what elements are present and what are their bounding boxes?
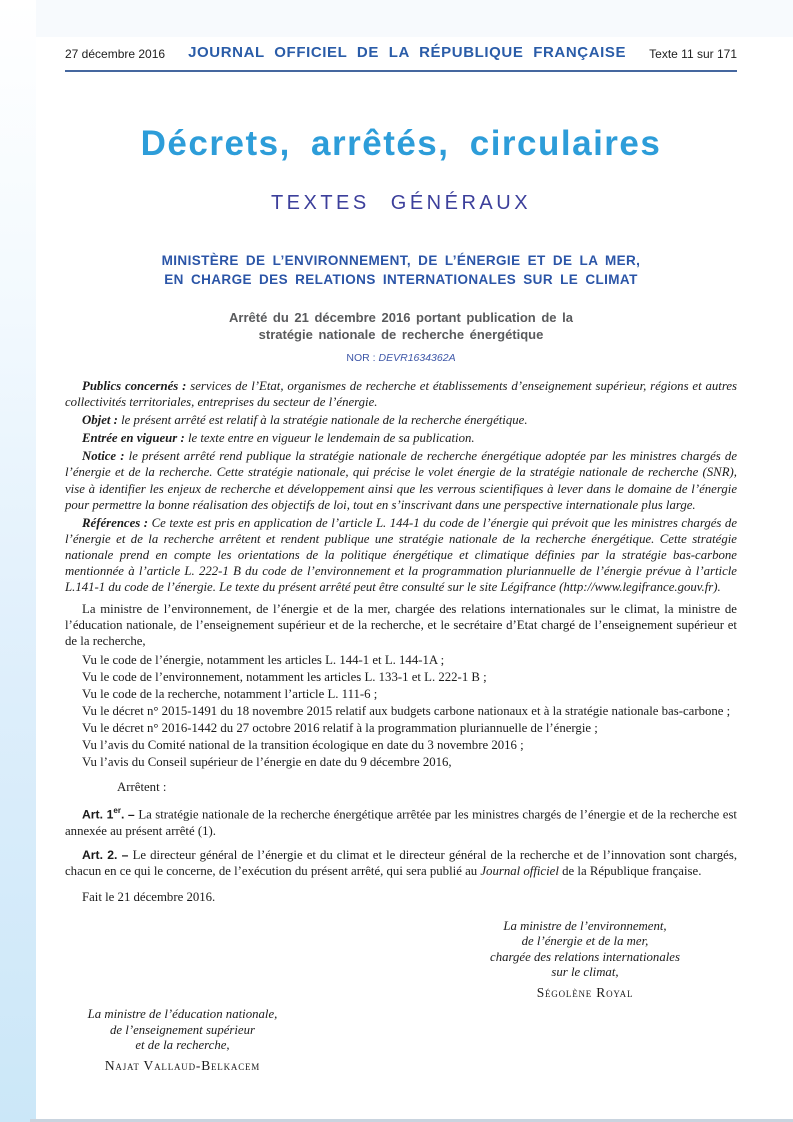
- article-1-separator: . –: [120, 807, 139, 822]
- article-1: [65, 803, 737, 838]
- nor-label: NOR :: [346, 352, 376, 364]
- signature-title-line: de l’énergie et de la mer,: [521, 934, 649, 949]
- signature-title-line: La ministre de l’éducation nationale,: [87, 1007, 278, 1022]
- signature-title-line: de l’enseignement supérieur: [110, 1022, 255, 1037]
- ministry-line-2: EN CHARGE DES RELATIONS INTERNATIONALES SUR LE CLIMAT: [164, 272, 638, 287]
- left-margin-bar: [0, 0, 36, 1122]
- summary-text: le texte entre en vigueur le lendemain de sa publication.: [187, 431, 475, 446]
- summary-label: Notice :: [82, 449, 125, 464]
- visa-item: Vu le code de l’environnement, notamment les articles L. 133-1 et L. 222-1 B ;: [82, 669, 487, 684]
- summary-text: Ce texte est pris en application de l’article L. 144-1 du code de l’énergie qui prévoit que les ministres chargés de l’énergie et de la recherche arrêtent et rendent publique une stratégie nationale de la recherche énergétique. Cette stratégie nationale prend en compte les orientations de la politique énergétique et climatique définies par la stratégie bas-carbone mentionnée à l’article L. 222-1 B du code de l’environnement et la programmation pluriannuelle de l’énergie prévue à l’article L.141-1 du code de l’énergie. Le texte du présent arrêté peut être consulté sur le site Légifrance (http://www.legifrance.gouv.fr).: [65, 515, 737, 595]
- fait-line: Fait le 21 décembre 2016.: [82, 889, 216, 904]
- summary-text: le présent arrêté rend publique la stratégie nationale de recherche énergétique adoptée par les ministres chargés de l’énergie et de la recherche. Cette stratégie nationale, qui précise le volet énergie de la stratégie nationale de recherche (SNR), vise à identifier les enjeux de recherche et développement ainsi que les verrous scientifiques à lever dans le domaine de l’énergie pour permettre la bonne réalisation des objectifs de loi, tout en s’inscrivant dans une perspective internationale plus large.: [65, 449, 737, 512]
- visa-item: Vu le code de la recherche, notamment l’article L. 111-6 ;: [82, 686, 378, 701]
- signature-block-left: [65, 1007, 300, 1073]
- visa-item: Vu le code de l’énergie, notamment les articles L. 144-1 et L. 144-1A ;: [82, 652, 445, 667]
- signature-title-line: chargée des relations internationales: [490, 949, 680, 964]
- article-2-text-after: de la République française.: [558, 863, 702, 878]
- ministry-line-1: MINISTÈRE DE L’ENVIRONNEMENT, DE L’ÉNERGIE ET DE LA MER,: [161, 253, 641, 268]
- summary-references: [65, 515, 737, 595]
- article-2: [65, 847, 737, 879]
- summary-label: Objet :: [82, 413, 118, 428]
- summary-publics-concernes: [65, 378, 737, 410]
- article-1-label: Art. 1: [82, 807, 114, 822]
- article-2-journal-officiel: Journal officiel: [480, 863, 559, 878]
- publication-date: 27 décembre 2016: [65, 47, 166, 61]
- arrete-title-line-1: Arrêté du 21 décembre 2016 portant publication de la: [229, 310, 573, 325]
- ministry-heading: [65, 251, 737, 289]
- article-2-label: Art. 2: [82, 847, 114, 862]
- journal-title: JOURNAL OFFICIEL DE LA RÉPUBLIQUE FRANÇAISE: [188, 44, 627, 61]
- visa-item: Vu le décret n° 2016-1442 du 27 octobre 2016 relatif à la programmation pluriannuelle de l’énergie ;: [82, 720, 598, 735]
- arrete-title: [65, 309, 737, 343]
- signer-name-left: Najat Vallaud-Belkacem: [104, 1057, 261, 1073]
- article-2-text-before: Le directeur général de l’énergie et du climat et le directeur général de la recherche et de l’innovation sont chargés, chacun en ce qui le concerne, de l’exécution du présent arrêté, qui sera publié au: [65, 847, 738, 878]
- summary-entree-en-vigueur: [65, 430, 737, 446]
- journal-page: [65, 0, 737, 1073]
- article-2-separator: . –: [114, 847, 133, 862]
- main-title: Décrets, arrêtés, circulaires: [140, 124, 662, 163]
- article-1-text: La stratégie nationale de la recherche énergétique arrêtée par les ministres chargés de l’énergie et de la recherche est annexée au présent arrêté (1).: [65, 807, 737, 838]
- page-header: [65, 44, 737, 61]
- document-body: [65, 378, 737, 1073]
- summary-notice: [65, 448, 737, 512]
- summary-text: le présent arrêté est relatif à la stratégie nationale de la recherche énergétique.: [121, 413, 528, 428]
- summary-text: services de l’Etat, organismes de recherche et établissements d’enseignement supérieur, régions et autres collectivités territoriales, entreprises du secteur de l’énergie.: [65, 379, 738, 410]
- visa-item: Vu l’avis du Conseil supérieur de l’énergie en date du 9 décembre 2016,: [82, 755, 452, 770]
- summary-label: Entrée en vigueur :: [82, 431, 185, 446]
- signature-title-line: La ministre de l’environnement,: [503, 918, 667, 933]
- signer-name-right: Ségolène Royal: [536, 984, 634, 1000]
- article-1-superscript: er: [113, 806, 121, 816]
- nor-value: DEVR1634362A: [378, 352, 456, 364]
- signature-block-right: [435, 919, 735, 1001]
- texte-number: Texte 11 sur 171: [649, 47, 737, 61]
- summary-label: Publics concernés :: [82, 379, 187, 393]
- visa-item: Vu l’avis du Comité national de la transition écologique en date du 3 novembre 2016 ;: [82, 737, 524, 752]
- header-rule: [65, 70, 737, 72]
- section-title: TEXTES GÉNÉRAUX: [270, 192, 532, 214]
- arrete-title-line-2: stratégie nationale de recherche énergétique: [258, 327, 544, 342]
- visa-item: Vu le décret n° 2015-1491 du 18 novembre 2015 relatif aux budgets carbone nationaux et à la stratégie nationale bas-carbone ;: [82, 703, 731, 718]
- signature-title-line: et de la recherche,: [135, 1038, 230, 1053]
- preamble-intro: La ministre de l’environnement, de l’énergie et de la mer, chargée des relations internationales sur le climat, la ministre de l’éducation nationale, de l’enseignement supérieur et de la recherche, et le secrétaire d’Etat chargé de l’enseignement supérieur et de la recherche,: [65, 602, 737, 649]
- arretent-line: Arrêtent :: [117, 780, 167, 795]
- signature-title-line: sur le climat,: [551, 965, 619, 980]
- nor-line: [65, 352, 737, 364]
- summary-label: Références :: [82, 515, 149, 530]
- summary-objet: [65, 412, 737, 428]
